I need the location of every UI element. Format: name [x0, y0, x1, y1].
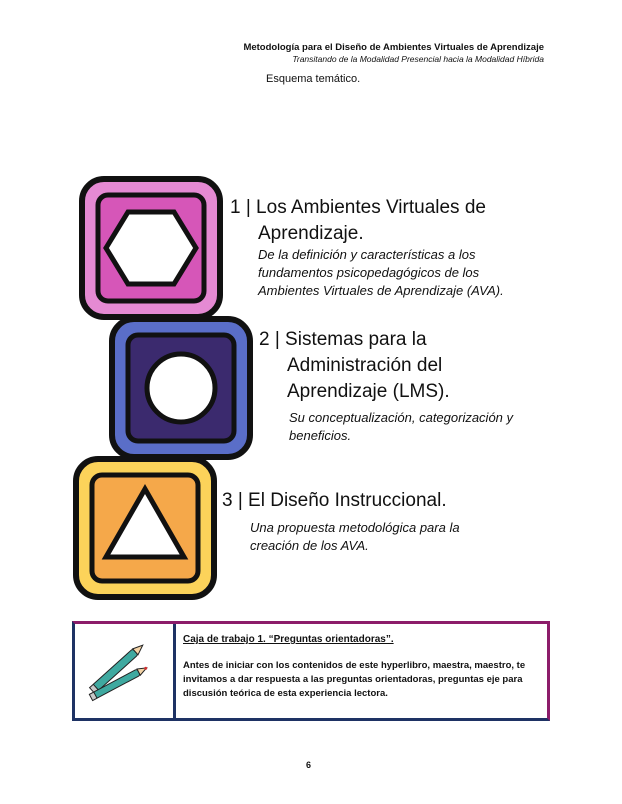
hexagon-icon	[78, 175, 224, 321]
section-2-desc-line: beneficios.	[289, 428, 352, 443]
triangle-icon	[72, 455, 218, 601]
circle-block	[108, 315, 254, 461]
workbox-text: Antes de iniciar con los contenidos de este hyperlibro, maestra, maestro, te invitamos a dar respuesta a las preguntas orientadoras, preguntas eje para discusión teórica de esta experiencia lectora.	[183, 660, 526, 699]
hexagon-block	[78, 175, 224, 321]
section-3-desc-line: creación de los AVA.	[250, 538, 369, 553]
section-2-title-line2: Administración del	[287, 355, 443, 376]
header-title: Metodología para el Diseño de Ambientes Virtuales de Aprendizaje	[243, 42, 544, 53]
header-subtitle: Transitando de la Modalidad Presencial hacia la Modalidad Híbrida	[292, 54, 544, 64]
section-2-title-line1: 2 | Sistemas para la	[259, 329, 427, 350]
circle-icon	[108, 315, 254, 461]
pencils-icon	[75, 624, 171, 718]
section-3-desc-line: Una propuesta metodológica para la	[250, 520, 460, 535]
section-1-desc-line: fundamentos psicopedagógicos de los	[258, 265, 480, 280]
workbox-title: Caja de trabajo 1. “Preguntas orientadoras”.	[183, 634, 394, 645]
section-2-title	[259, 327, 450, 405]
section-1-desc-line: Ambientes Virtuales de Aprendizaje (AVA).	[258, 283, 504, 298]
section-2-title-line3: Aprendizaje (LMS).	[287, 381, 450, 402]
section-1-desc-line: De la definición y características a los	[258, 247, 476, 262]
workbox-content	[183, 634, 533, 701]
section-2-description	[289, 409, 513, 445]
section-3-title	[222, 488, 447, 514]
triangle-block	[72, 455, 218, 601]
workbox-icon-area	[75, 624, 176, 718]
section-1-description	[258, 246, 504, 300]
section-3-title-line1: 3 | El Diseño Instruccional.	[222, 490, 447, 511]
page-number: 6	[306, 760, 312, 770]
workbox	[72, 621, 550, 721]
page-subtitle: Esquema temático.	[266, 73, 361, 85]
section-1-title-line2: Aprendizaje.	[258, 223, 364, 244]
section-1-title-line1: 1 | Los Ambientes Virtuales de	[230, 197, 486, 218]
section-3-description	[250, 519, 460, 555]
section-1-title	[230, 195, 486, 247]
section-2-desc-line: Su conceptualización, categorización y	[289, 410, 514, 425]
